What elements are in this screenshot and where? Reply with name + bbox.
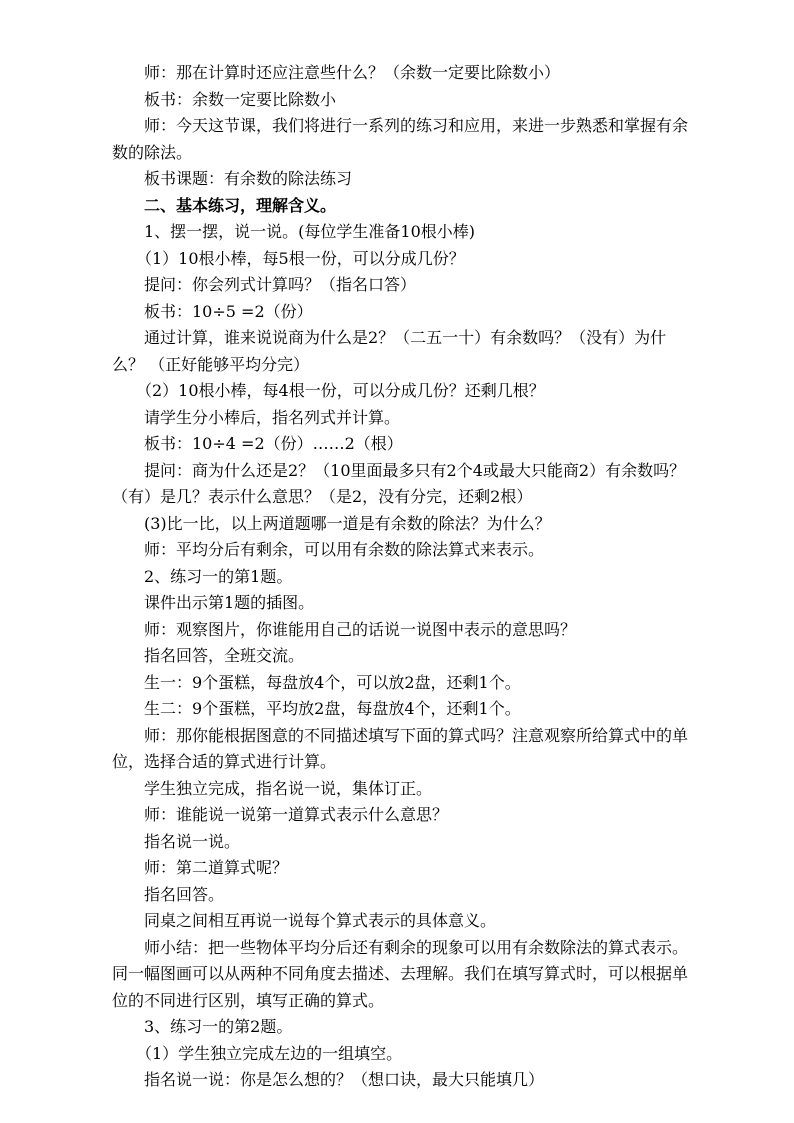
paragraph: 师：第二道算式呢？ bbox=[144, 858, 289, 877]
section-heading: 二、基本练习，理解含义。 bbox=[144, 195, 337, 215]
document-body bbox=[112, 60, 692, 1094]
paragraph: 板书课题：有余数的除法练习 bbox=[144, 169, 353, 188]
paragraph: 1、摆一摆，说一说。(每位学生准备10根小棒) bbox=[144, 222, 476, 241]
paragraph: 指名说一说：你是怎么想的？（想口诀，最大只能填几） bbox=[144, 1070, 545, 1089]
paragraph: 生一：9个蛋糕，每盘放4个，可以放2盘，还剩1个。 bbox=[144, 672, 521, 692]
paragraph: 2、练习一的第1题。 bbox=[144, 566, 293, 586]
paragraph: （2）10根小棒，每4根一份，可以分成几份？还剩几根？ bbox=[136, 381, 545, 400]
paragraph: 学生独立完成，指名说一说，集体订正。 bbox=[144, 778, 433, 798]
paragraph: 板书：10÷5 =2（份） bbox=[144, 301, 313, 321]
paragraph: 师：谁能说一说第一道算式表示什么意思？ bbox=[144, 805, 449, 824]
paragraph: 板书：10÷4 =2（份）……2（根） bbox=[144, 434, 403, 453]
paragraph: 提问：商为什么还是2？（10里面最多只有2个4或最大只能商2）有余数吗？（有）是几？表示什么意思？（是2，没有分完，还剩2根） bbox=[112, 460, 686, 506]
paragraph: （1）10根小棒，每5根一份，可以分成几份？ bbox=[136, 248, 465, 268]
paragraph: 师：那在计算时还应注意些什么？（余数一定要比除数小） bbox=[144, 63, 561, 82]
paragraph: 3、练习一的第2题。 bbox=[144, 1017, 293, 1036]
paragraph: (3)比一比，以上两道题哪一道是有余数的除法？为什么？ bbox=[144, 513, 551, 533]
paragraph: 请学生分小棒后，指名列式并计算。 bbox=[144, 407, 401, 427]
paragraph: （1）学生独立完成左边的一组填空。 bbox=[136, 1043, 403, 1063]
paragraph: 指名回答。 bbox=[144, 884, 225, 904]
paragraph: 指名说一说。 bbox=[144, 831, 241, 851]
paragraph: 课件出示第1题的插图。 bbox=[144, 593, 315, 612]
paragraph: 师：观察图片，你谁能用自己的话说一说图中表示的意思吗？ bbox=[144, 619, 577, 639]
paragraph: 板书：余数一定要比除数小 bbox=[144, 89, 337, 109]
paragraph: 指名回答，全班交流。 bbox=[144, 646, 305, 665]
paragraph: 师：平均分后有剩余，可以用有余数的除法算式来表示。 bbox=[144, 540, 545, 559]
paragraph: 提问：你会列式计算吗？（指名口答） bbox=[144, 275, 417, 294]
paragraph: 同桌之间相互再说一说每个算式表示的具体意义。 bbox=[144, 911, 497, 930]
paragraph: 师：那你能根据图意的不同描述填写下面的算式吗？注意观察所给算式中的单位，选择合适的算式进行计算。 bbox=[112, 725, 689, 771]
paragraph: 师：今天这节课，我们将进行一系列的练习和应用，来进一步熟悉和掌握有余数的除法。 bbox=[112, 116, 689, 162]
paragraph: 通过计算，谁来说说商为什么是2？（二五一十）有余数吗？（没有）为什么？ （正好能够平均分完） bbox=[112, 328, 667, 374]
paragraph: 生二：9个蛋糕，平均放2盘，每盘放4个，还剩1个。 bbox=[144, 699, 521, 718]
paragraph: 师小结：把一些物体平均分后还有剩余的现象可以用有余数除法的算式表示。同一幅图画可以从两种不同角度去描述、去理解。我们在填写算式时，可以根据单位的不同进行区别，填写正确的算式。 bbox=[112, 937, 689, 1010]
